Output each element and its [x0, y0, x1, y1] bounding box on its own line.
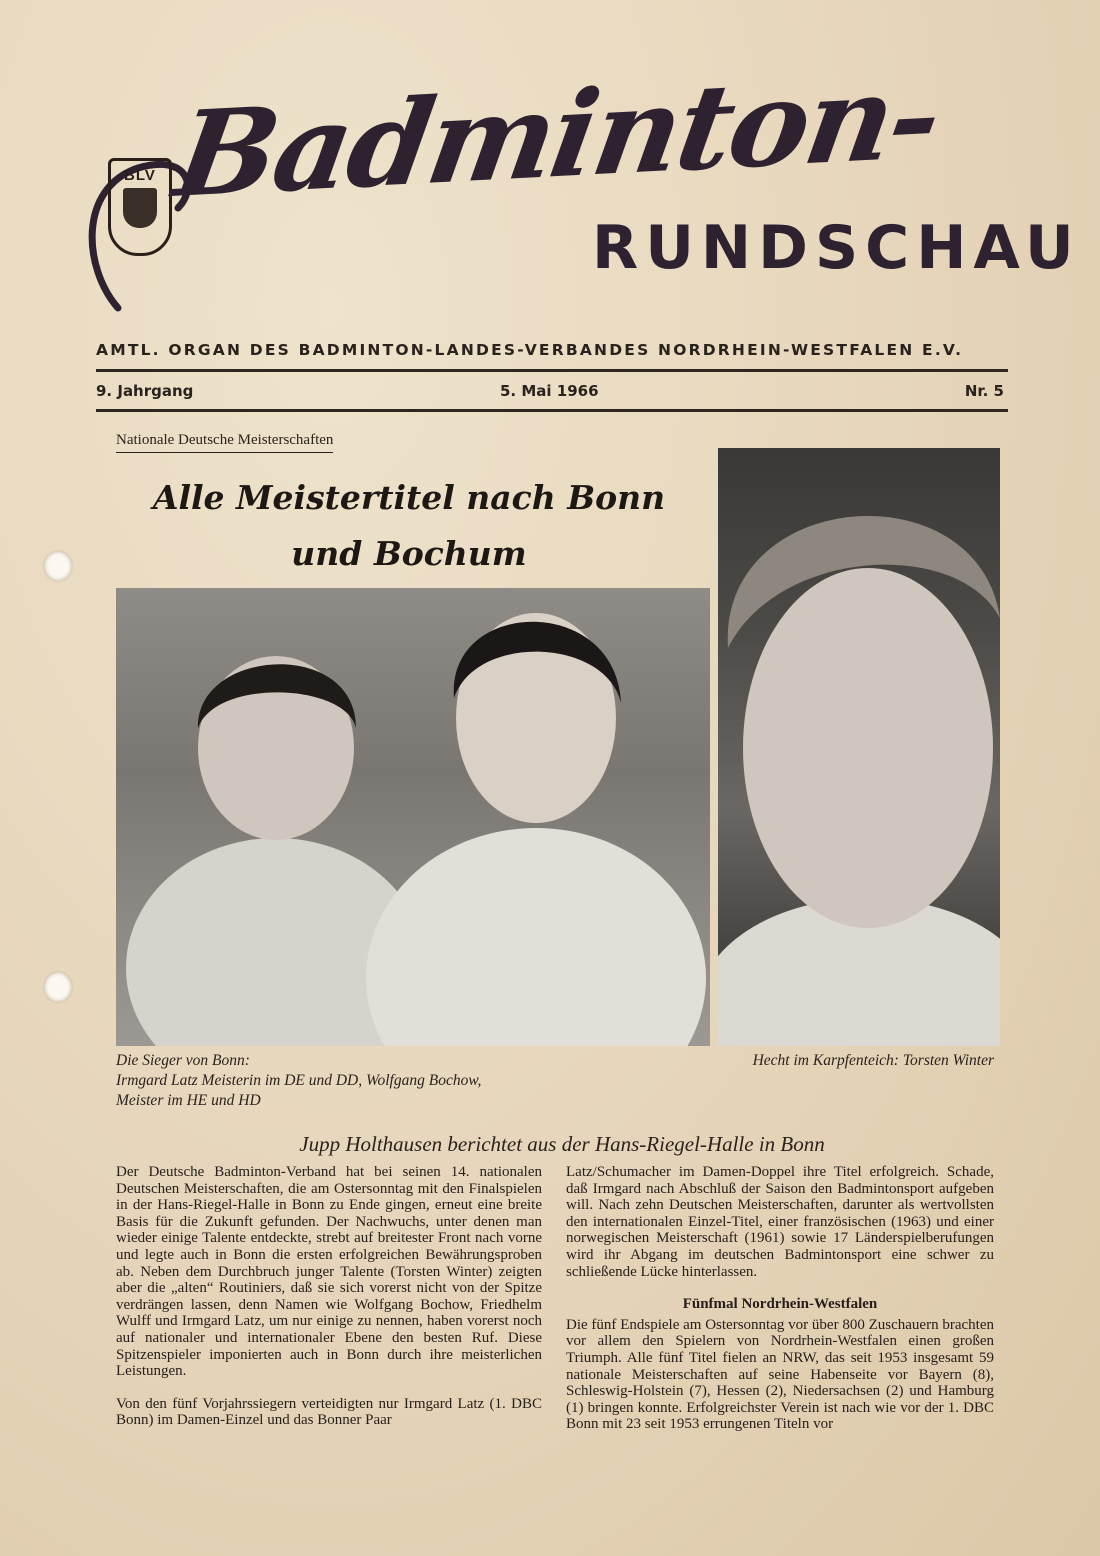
caption-line: Die Sieger von Bonn: [116, 1052, 250, 1069]
paragraph: Die fünf Endspiele am Ostersonntag vor über 800 Zuschauern brachten vor allem den Spielern von Nordrhein-Westfalen einen großen Triumph. Alle fünf Titel fielen an NRW, das seit 1953 insgesamt 59 nationale Meisterschaften auf seine Habenseite vor Bayern (8), Schleswig-Holstein (7), Hessen (2), Niedersachsen (2) und Hamburg (1) bringen konnte. Erfolgreichster Verein ist nach wie vor der 1. DBC Bonn mit 23 seit 1953 errungenen Titeln vor [566, 1316, 994, 1433]
headline-line: und Bochum [291, 534, 527, 573]
paragraph: Von den fünf Vorjahrssiegern verteidigten nur Irmgard Latz (1. DBC Bonn) im Damen-Einzel und das Bonner Paar [116, 1395, 542, 1429]
punch-hole [44, 972, 72, 1002]
photo-winners [116, 588, 710, 1046]
masthead-title: RUNDSCHAU [592, 213, 1081, 283]
issue-number: Nr. 5 [964, 382, 1004, 400]
article-byline: Jupp Holthausen berichtet aus der Hans-Riegel-Halle in Bonn [299, 1132, 825, 1156]
article-kicker: Nationale Deutsche Meisterschaften [116, 432, 333, 453]
photo-torsten-winter [718, 448, 1000, 1046]
section-subhead: Fünfmal Nordrhein-Westfalen [682, 1296, 878, 1313]
photo-caption [116, 1051, 586, 1111]
caption-line: Irmgard Latz Meisterin im DE und DD, Wolfgang Bochow, [116, 1072, 482, 1089]
issue-date: 5. Mai 1966 [500, 382, 599, 400]
script-title: Badminton- [166, 45, 949, 224]
paragraph: Der Deutsche Badminton-Verband hat bei seinen 14. nationalen Deutschen Meisterschaften, die am Ostersonntag mit den Finalspielen in der Hans-Riegel-Halle in Bonn zu Ende gingen, erneut eine breite Basis für die Zukunft gefunden. Der Nachwuchs, unter denen man wieder einige Talente entdeckte, strebt auf breitester Front nach vorne und legte auch in Bonn die ersten erfolgreichen Bewährungsproben ab. Neben dem Durchbruch junger Talente (Torsten Winter) zeigten aber die „alten“ Routiniers, daß sie sich vorerst nicht von der Spitze verdrängen lassen, denn Namen wie Wolfgang Bochow, Friedhelm Wulff und Irmgard Latz, um nur einige zu nennen, haben vorerst noch auf nationaler und internationaler Ebene den besten Ruf. Diese Spitzenspieler imponierten auch in Bonn durch ihre meisterlichen Leistungen. [116, 1164, 542, 1380]
organ-line: AMTL. ORGAN DES BADMINTON-LANDES-VERBANDES NORDRHEIN-WESTFALEN E.V. [96, 341, 964, 359]
divider [96, 369, 1008, 372]
article-headline [116, 470, 702, 582]
blv-logo [108, 158, 172, 256]
paragraph: Latz/Schumacher im Damen-Doppel ihre Titel erfolgreich. Schade, daß Irmgard nach Abschluß der Saison den Badmintonsport aufgeben will. Nach zehn Deutschen Meisterschaften, darunter als wertvollsten den internationalen Einzel-Titel, einer französischen (1963) und einer norwegischen Meisterschaft (1961) sowie 17 Länderspielberufungen wird ihr Abgang im deutschen Badmintonsport eine schwer zu schließende Lücke hinterlassen. [566, 1164, 994, 1280]
logo-text: BLV [124, 167, 156, 184]
punch-hole [44, 551, 72, 581]
text-column [116, 1164, 542, 1445]
divider [96, 409, 1008, 412]
masthead [0, 0, 1100, 400]
headline-line: Alle Meistertitel nach Bonn [152, 478, 666, 517]
caption-line: Meister im HE und HD [116, 1092, 261, 1109]
text-column [566, 1164, 994, 1449]
photo-caption: Hecht im Karpfenteich: Torsten Winter [752, 1052, 994, 1069]
issue-year: 9. Jahrgang [96, 382, 194, 400]
crest-icon [123, 188, 157, 228]
